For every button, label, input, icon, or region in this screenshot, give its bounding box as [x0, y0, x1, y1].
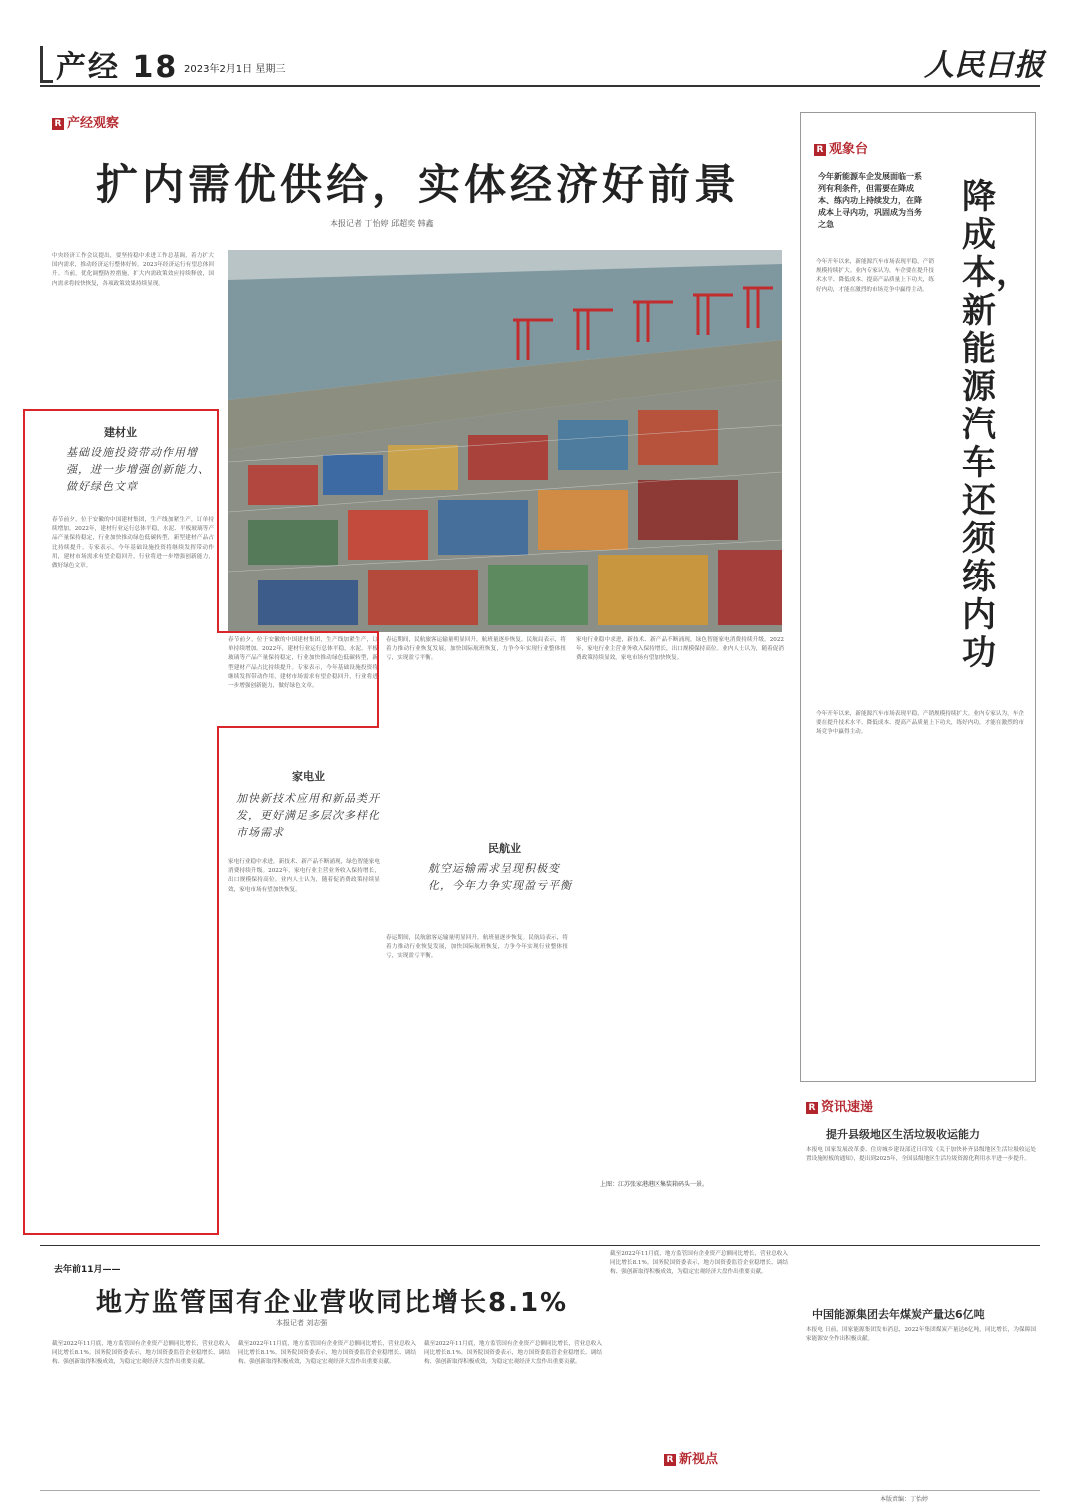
bottom-rule [40, 1245, 1040, 1246]
intro-text: 中央经济工作会议提出，要坚持稳中求进工作总基调，着力扩大国内需求，推动经济运行整体好转。2023年经济运行有望总体回升。当前，优化调整防控措施，扩大内需政策效应持续释放，国内需求将较快恢复，各项政策效果持续显现。 [52, 253, 214, 287]
bottom-body-d: 截至2022年11月底，地方监管国有企业资产总额同比增长，营业总收入同比增长8.1%。国务院国资委表示，地方国资委监管企业稳增长、调结构、强创新取得积极成效，为稳定宏观经济大盘作出重要贡献。 [610, 1251, 788, 1276]
photo-caption: 上图：江苏张家港港区集装箱码头一景。 [600, 1181, 709, 1188]
section-deck-civil-aviation: 航空运输需求呈现积极变化，今年力争实现盈亏平衡 [428, 862, 572, 892]
column-marker-icon: R [52, 118, 64, 130]
news-body-garbage: 本报电 国家发展改革委、住房城乡建设部近日印发《关于加快补齐县级地区生活垃圾收运处置设施短板的通知》，提出到2025年，全国县级地区生活垃圾资源化利用水平进一步提升。 [806, 1147, 1036, 1163]
news-title-garbage: 提升县级地区生活垃圾收运能力 [826, 1128, 980, 1141]
section-deck-home-appliances: 加快新技术应用和新品类开发，更好满足多层次多样化市场需求 [236, 792, 380, 839]
newspaper-logo: 人民日报 [924, 48, 1044, 83]
column-tag-observatory [814, 138, 868, 157]
footer-rule [40, 1490, 1040, 1491]
column-marker-icon: R [664, 1454, 676, 1466]
column-tag-text: 产经观察 [67, 116, 120, 131]
section-name: 产经 18 [56, 50, 179, 85]
section-label-civil-aviation: 民航业 [488, 842, 521, 855]
column-tag-text: 观象台 [829, 142, 869, 157]
section-deck-building-materials: 基础设施投资带动作用增强，进一步增强创新能力、做好绿色文章 [66, 446, 210, 493]
bottom-headline: 地方监管国有企业营收同比增长8.1% [96, 1288, 569, 1318]
right-deck: 今年新能源车企发展面临一系列有利条件，但需要在降成本、练内功上持续发力，在降成本上寻内功，巩固成为当务之急 [818, 171, 922, 229]
bottom-byline: 本报记者 刘志强 [276, 1319, 328, 1327]
main-byline: 本报记者 丁怡婷 邱超奕 韩鑫 [330, 219, 434, 228]
body-continuation-c: 家电行业稳中求进，新技术、新产品不断涌现，绿色智能家电消费持续升级。2022年，家电行业主营业务收入保持增长，出口规模保持高位。业内人士认为，随着促消费政策持续显效，家电市场有望加快恢复。 [576, 637, 784, 662]
right-body-b: 今年开年以来，新能源汽车市场表现平稳，产销规模持续扩大。业内专家认为，车企要在提升技术水平、降低成本、提高产品质量上下功夫，练好内功，才能在激烈的市场竞争中赢得主动。 [816, 711, 1024, 736]
section-label-building-materials: 建材业 [104, 426, 137, 439]
bottom-body-b: 截至2022年11月底，地方监管国有企业资产总额同比增长，营业总收入同比增长8.1%。国务院国资委表示，地方国资委监管企业稳增长、调结构、强创新取得积极成效，为稳定宏观经济大盘作出重要贡献。 [238, 1341, 416, 1366]
issue-date: 2023年2月1日 星期三 [184, 64, 286, 75]
footer-editor: 本版责编：丁怡婷 [880, 1496, 929, 1503]
right-headline: 降成本，新能源汽车还须练内功 [962, 177, 1030, 673]
column-tag-text: 资讯速递 [821, 1100, 874, 1115]
bottom-kicker: 去年前11月—— [54, 1265, 121, 1275]
column-marker-icon: R [806, 1102, 818, 1114]
bottom-body-c: 截至2022年11月底，地方监管国有企业资产总额同比增长，营业总收入同比增长8.1%。国务院国资委表示，地方国资委监管企业稳增长、调结构、强创新取得积极成效，为稳定宏观经济大盘作出重要贡献。 [424, 1341, 602, 1366]
main-headline: 扩内需优供给，实体经济好前景 [96, 160, 741, 209]
column-tag-new-view [664, 1448, 718, 1467]
news-title-coal: 中国能源集团去年煤炭产量达6亿吨 [812, 1308, 985, 1321]
section-body-building-materials: 春节前夕，位于安徽的中国建材集团，生产线加紧生产，订单持续增加。2022年，建材行业运行总体平稳，水泥、平板玻璃等产品产量保持稳定，行业加快推动绿色低碳转型，新型建材产品占比持续提升。专家表示，今年基础设施投资将继续发挥带动作用，建材市场需求有望企稳回升，行业将进一步增强创新能力，做好绿色文章。 [52, 517, 214, 570]
bottom-body-a: 截至2022年11月底，地方监管国有企业资产总额同比增长，营业总收入同比增长8.1%。国务院国资委表示，地方国资委监管企业稳增长、调结构、强创新取得积极成效，为稳定宏观经济大盘作出重要贡献。 [52, 1341, 230, 1366]
news-body-coal: 本报电 日前，国家能源集团发布消息，2022年集团煤炭产量达6亿吨，同比增长，为保障国家能源安全作出积极贡献。 [806, 1327, 1036, 1343]
column-tag-text: 新视点 [679, 1452, 719, 1467]
body-continuation-a: 春节前夕，位于安徽的中国建材集团，生产线加紧生产，订单持续增加。2022年，建材行业运行总体平稳，水泥、平板玻璃等产品产量保持稳定，行业加快推动绿色低碳转型，新型建材产品占比持续提升。专家表示，今年基础设施投资将继续发挥带动作用，建材市场需求有望企稳回升，行业将进一步增强创新能力，做好绿色文章。 [228, 637, 378, 690]
body-continuation-b: 春运期间，民航旅客运输量明显回升，航班量逐步恢复。民航局表示，将着力推动行业恢复发展，加快国际航班恢复，力争今年实现行业整体扭亏，实现盈亏平衡。 [386, 637, 566, 662]
right-body-a: 今年开年以来，新能源汽车市场表现平稳，产销规模持续扩大。业内专家认为，车企要在提升技术水平、降低成本、提高产品质量上下功夫，练好内功，才能在激烈的市场竞争中赢得主动。 [816, 259, 934, 293]
section-body-civil-aviation: 春运期间，民航旅客运输量明显回升，航班量逐步恢复。民航局表示，将着力推动行业恢复发展，加快国际航班恢复，力争今年实现行业整体扭亏，实现盈亏平衡。 [386, 935, 568, 960]
column-marker-icon: R [814, 144, 826, 156]
section-body-home-appliances: 家电行业稳中求进，新技术、新产品不断涌现，绿色智能家电消费持续升级。2022年，家电行业主营业务收入保持增长，出口规模保持高位。业内人士认为，随着促消费政策持续显效，家电市场有望加快恢复。 [228, 859, 380, 893]
column-tag-news-flash [806, 1096, 873, 1115]
section-label-home-appliances: 家电业 [292, 770, 325, 783]
